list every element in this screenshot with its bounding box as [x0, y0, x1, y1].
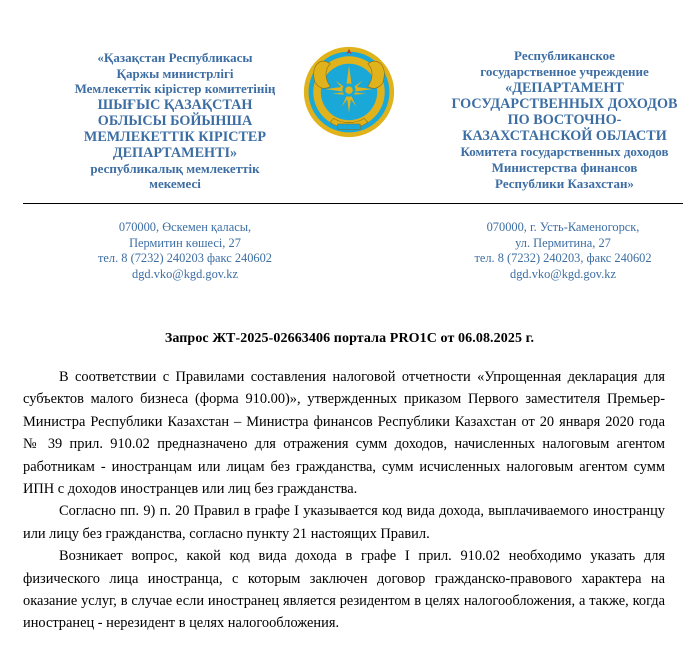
header-left-line: Қаржы министрлігі: [116, 65, 234, 81]
document-body: [23, 366, 665, 635]
header-divider: [23, 203, 683, 204]
paragraph: Возникает вопрос, какой код вида дохода в графе I прил. 910.02 необходимо указать для физического лица иностранца, с которым заключен договор гражданско-правового характера на оказание услуг, в случае если иностранец является резидентом в целях налогообложения, а также, когда иностранец - нерезидент в целях налогообложения.: [23, 548, 665, 632]
header-right-line: Республики Казахстан»: [495, 176, 634, 191]
header-right-line: государственное учреждение: [480, 64, 649, 79]
header-left-line: мекемесі: [149, 176, 201, 192]
header-right-line: КАЗАХСТАНСКОЙ ОБЛАСТИ: [462, 128, 667, 144]
state-emblem-icon: [302, 45, 396, 139]
phone-fax: тел. 8 (7232) 240203, факс 240602: [474, 251, 652, 266]
header-left-line: Мемлекеттік кірістер комитетінің: [74, 81, 276, 97]
document-title: Запрос ЖТ-2025-02663406 портала PRO1C от 06.08.2025 г.: [164, 331, 535, 346]
address-line: Пермитин көшесі, 27: [129, 235, 241, 250]
email: dgd.vko@kgd.gov.kz: [132, 266, 238, 281]
header-right-line: Республиканское: [514, 48, 615, 63]
address-right: [428, 220, 698, 282]
header-left-line: республикалық мемлекеттік: [90, 160, 260, 176]
header-right-russian: [442, 48, 687, 192]
address-line: 070000, Өскемен қаласы,: [118, 220, 252, 234]
header-right-line: ГОСУДАРСТВЕННЫХ ДОХОДОВ: [451, 96, 678, 112]
email: dgd.vko@kgd.gov.kz: [510, 266, 616, 281]
header-left-line: ШЫҒЫС ҚАЗАҚСТАН: [97, 96, 253, 113]
paragraph: Согласно пп. 9) п. 20 Правил в графе I указывается код вида дохода, выплачиваемого иностранцу или лицу без гражданства, согласно пункту 21 настоящих Правил.: [23, 503, 665, 542]
phone-fax: тел. 8 (7232) 240203 факс 240602: [98, 251, 272, 266]
header-left-line: ДЕПАРТАМЕНТІ»: [112, 144, 238, 161]
header-right-line: Комитета государственных доходов: [460, 144, 669, 159]
paragraph: В соответствии с Правилами составления налоговой отчетности «Упрощенная декларация для субъектов малого бизнеса (форма 910.00)», утвержденных приказом Первого заместителя Премьер-Министра Республики Казахстан – Министра финансов Республики Казахстан от 20 января 2020 года № 39 прил. 910.02 предназначено для отражения сумм доходов, начисленных налоговым агентом работникам - иностранцам или лицам без гражданства, сумм исчисленных налоговым агентом сумм ИПН с доходов иностранцев или лиц без гражданства.: [23, 369, 665, 498]
header-right-line: ПО ВОСТОЧНО-: [507, 112, 622, 128]
header-left-line: ОБЛЫСЫ БОЙЫНША: [97, 112, 253, 129]
address-left: [40, 220, 330, 282]
header-left-line: «Қазақстан Республикасы: [97, 50, 253, 65]
header-left-kazakh: [40, 50, 310, 192]
address-line: ул. Пермитина, 27: [515, 235, 611, 250]
header-right-line: Министерства финансов: [491, 160, 638, 175]
address-line: 070000, г. Усть-Каменогорск,: [486, 220, 640, 234]
header-left-line: МЕМЛЕКЕТТІК КІРІСТЕР: [83, 128, 267, 145]
header-right-line: «ДЕПАРТАМЕНТ: [505, 80, 624, 96]
